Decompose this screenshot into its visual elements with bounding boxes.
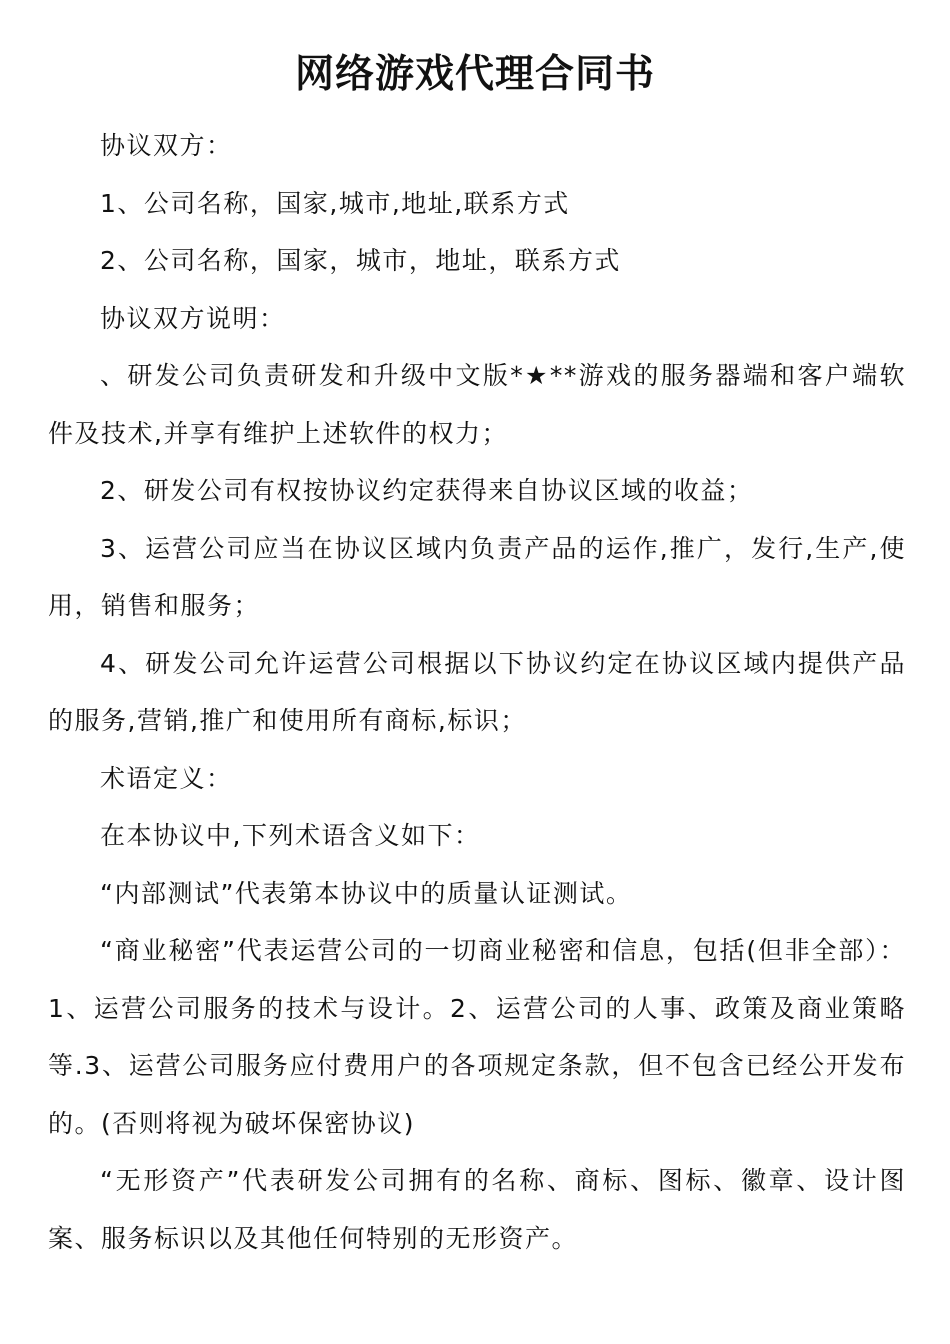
document-body [48,117,906,1267]
definition-internal-test: “内部测试”代表第本协议中的质量认证测试。 [100,878,633,908]
definitions-heading: 术语定义： [100,763,233,793]
clause-3: 3、运营公司应当在协议区域内负责产品的运作,推广，发行,生产,使用，销售和服务； [48,533,906,620]
clause-2: 2、研发公司有权按协议约定获得来自协议区域的收益； [100,476,754,505]
parties-heading: 协议双方： [100,131,233,160]
parties-description-heading: 协议双方说明： [100,303,286,333]
clause-4: 4、研发公司允许运营公司根据以下协议约定在协议区域内提供产品的服务,营销,推广和使用所有商标,标识； [48,648,906,735]
definitions-intro: 在本协议中,下列术语含义如下： [100,821,481,850]
definition-intangible-assets: “无形资产”代表研发公司拥有的名称、商标、图标、徽章、设计图案、服务标识以及其他任何特别的无形资产。 [48,1166,906,1253]
clause-1: 、研发公司负责研发和升级中文版*★**游戏的服务器端和客户端软件及技术,并享有维护上述软件的权力； [48,361,906,448]
party-1: 1、公司名称，国家,城市,地址,联系方式 [100,188,570,218]
party-2: 2、公司名称，国家，城市，地址，联系方式 [100,246,621,275]
definition-trade-secret: “商业秘密”代表运营公司的一切商业秘密和信息，包括(但非全部）：1、运营公司服务的技术与设计。2、运营公司的人事、政策及商业策略等.3、运营公司服务应付费用户的各项规定条款，但不包含已经公开发布的。(否则将视为破坏保密协议) [48,936,906,1138]
document-title: 网络游戏代理合同书 [294,51,655,97]
